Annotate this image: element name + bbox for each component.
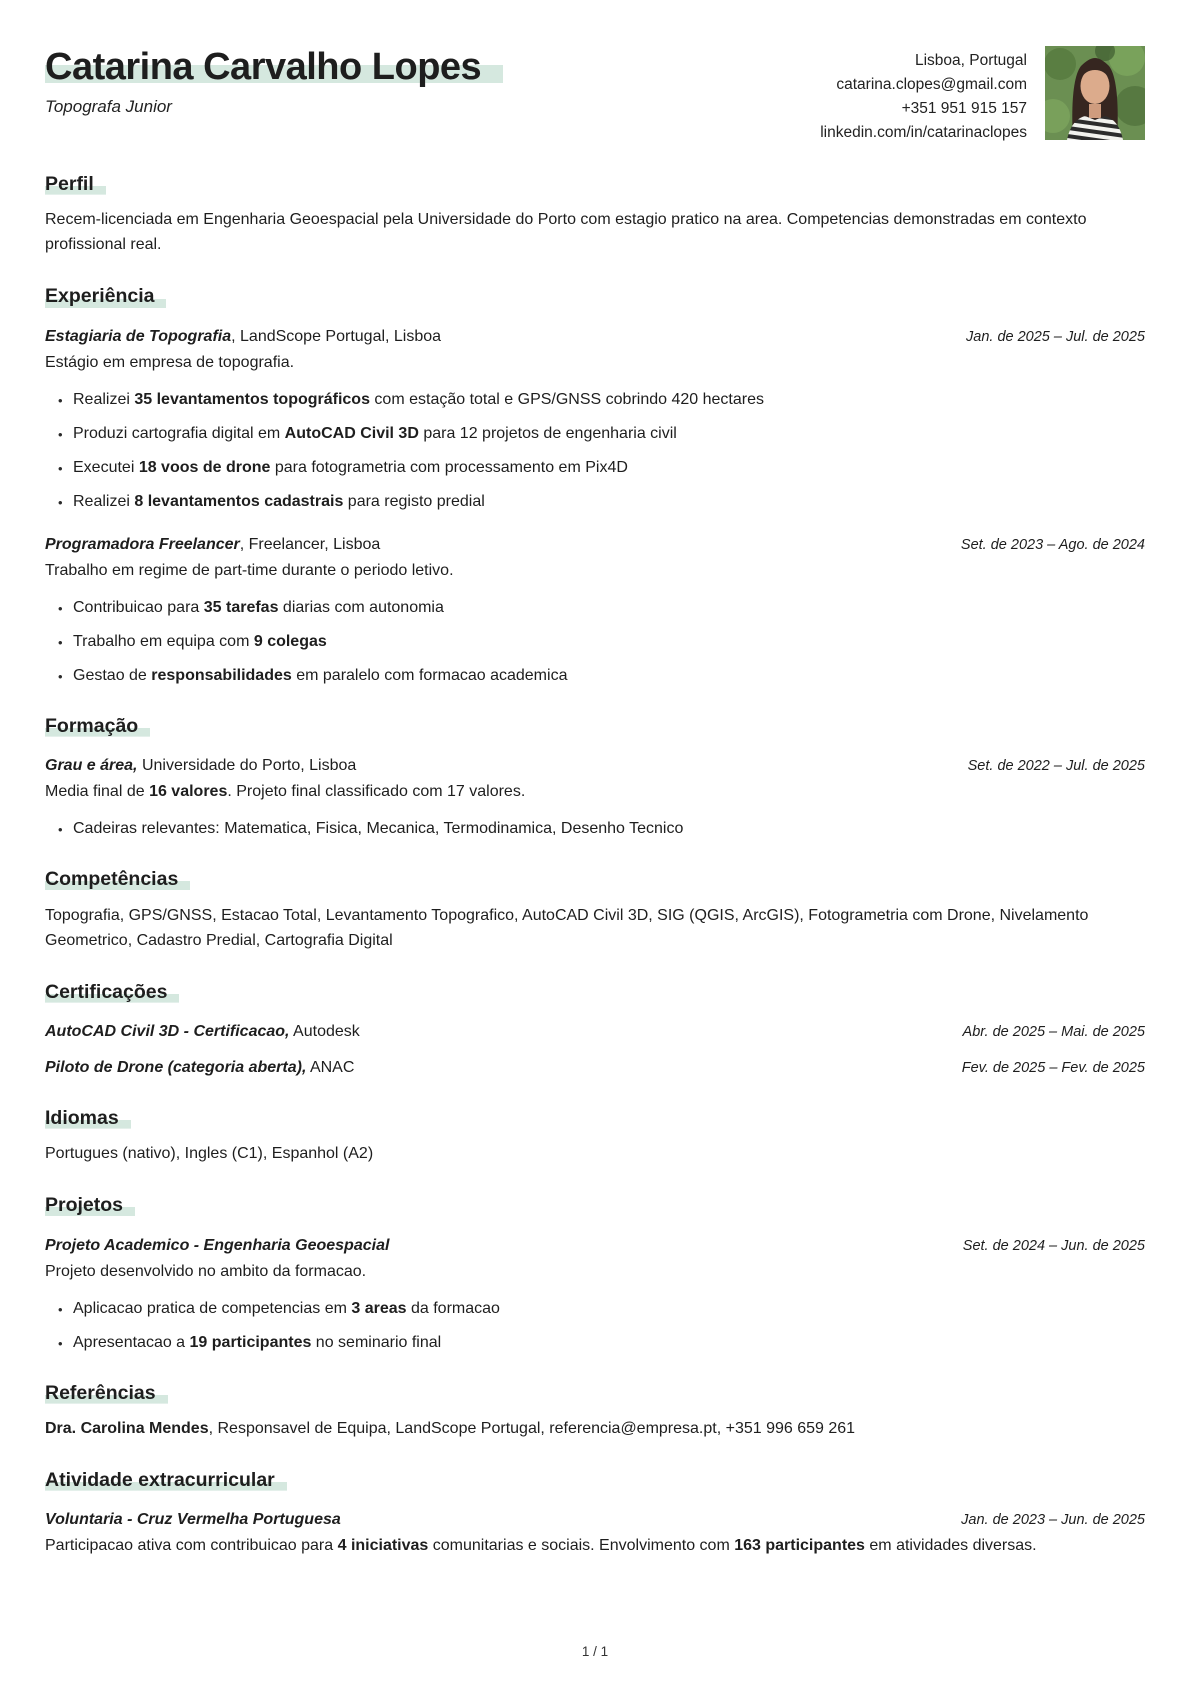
bullet-item: • Realizei 8 levantamentos cadastrais para registo predial [73,490,1145,513]
contact-email: catarina.clopes@gmail.com [836,76,1027,93]
header-contact-block [820,46,1145,145]
entry-title: Grau e área, Universidade do Porto, Lisboa [45,757,357,775]
contact-location: Lisboa, Portugal [914,52,1027,69]
activity-entry [45,1508,1145,1558]
section-atividade [45,1468,1145,1558]
contact-linkedin: linkedin.com/in/catarinaclopes [820,124,1027,141]
bullet-item: • Contribuicao para 35 tarefas diarias com autonomia [73,596,1145,619]
profile-photo [1045,46,1145,140]
page-number: 1 / 1 [581,1644,609,1659]
entry-title: Piloto de Drone (categoria aberta), ANAC [45,1058,355,1076]
education-entry [45,754,1145,840]
section-heading-referencias: Referências [45,1381,1145,1405]
bullet-item: • Executei 18 voos de drone para fotogrametria com processamento em Pix4D [73,456,1145,479]
entry-title: Programadora Freelancer, Freelancer, Lisboa [45,535,381,553]
entry-subtitle: Projeto desenvolvido no ambito da formacao. [45,1262,367,1280]
section-heading-formacao: Formação [45,714,1145,738]
certification-entry [45,1020,1145,1043]
entry-title: AutoCAD Civil 3D - Certificacao, Autodesk [45,1022,360,1040]
entry-date: Jan. de 2023 – Jun. de 2025 [961,1512,1145,1529]
section-referencias [45,1381,1145,1441]
entry-date: Jan. de 2025 – Jul. de 2025 [966,328,1145,345]
section-heading-projetos: Projetos [45,1193,1145,1217]
section-projetos [45,1193,1145,1353]
section-competencias [45,867,1145,952]
entry-title: Voluntaria - Cruz Vermelha Portuguesa [45,1511,341,1529]
entry-subtitle: Estágio em empresa de topografia. [45,353,295,371]
entry-subtitle: Trabalho em regime de part-time durante o periodo letivo. [45,561,454,579]
section-experiencia [45,284,1145,686]
entry-subtitle: Media final de 16 valores. Projeto final classificado com 17 valores. [45,783,526,801]
certification-entry [45,1056,1145,1079]
bullet-item: • Cadeiras relevantes: Matematica, Fisica, Mecanica, Termodinamica, Desenho Tecnico [73,817,1145,840]
contact-info [820,46,1027,145]
section-heading-competencias: Competências [45,867,1145,891]
experience-entry [45,325,1145,513]
section-heading-atividade: Atividade extracurricular [45,1468,1145,1492]
job-title: Topografa Junior [45,96,172,116]
header [45,46,1145,145]
competencias-text: Topografia, GPS/GNSS, Estacao Total, Levantamento Topografico, AutoCAD Civil 3D, SIG (QGIS, ArcGIS), Fotogrametria com Drone, Nivelamento Geometrico, Cadastro Predial, Cartografia Digital [45,906,1089,949]
entry-title: Projeto Academico - Engenharia Geoespacial [45,1236,390,1254]
entry-head [45,533,1145,556]
bullet-item: • Realizei 35 levantamentos topográficos com estação total e GPS/GNSS cobrindo 420 hectares [73,388,1145,411]
bullet-list [45,817,1145,840]
entry-date: Set. de 2024 – Jun. de 2025 [962,1237,1145,1254]
bullet-list [45,596,1145,687]
entry-date: Set. de 2023 – Ago. de 2024 [960,536,1145,553]
perfil-text: Recem-licenciada em Engenharia Geoespacial pela Universidade do Porto com estagio pratico na area. Competencias demonstradas em contexto profissional real. [45,211,1087,254]
section-heading-idiomas: Idiomas [45,1106,1145,1130]
idiomas-text: Portugues (nativo), Ingles (C1), Espanhol (A2) [45,1145,374,1163]
header-identity [45,46,503,117]
candidate-name: Catarina Carvalho Lopes [45,46,503,90]
section-heading-certificacoes: Certificações [45,980,1145,1004]
section-heading-experiencia: Experiência [45,284,1145,308]
entry-date: Set. de 2022 – Jul. de 2025 [967,758,1145,775]
section-heading-perfil: Perfil [45,172,1145,196]
entry-title: Estagiaria de Topografia, LandScope Portugal, Lisboa [45,327,442,345]
contact-phone: +351 951 915 157 [901,100,1027,117]
bullet-item: • Gestao de responsabilidades em paralelo com formacao academica [73,664,1145,687]
bullet-list [45,1297,1145,1354]
bullet-item: • Trabalho em equipa com 9 colegas [73,630,1145,653]
activity-text: Participacao ativa com contribuicao para 4 iniciativas comunitarias e sociais. Envolvimento com 163 participantes em atividades diversas. [45,1537,1037,1555]
entry-head [45,1508,1145,1531]
entry-date: Fev. de 2025 – Fev. de 2025 [961,1059,1145,1076]
bullet-list [45,388,1145,513]
entry-head [45,754,1145,777]
entry-head [45,1234,1145,1257]
section-certificacoes [45,980,1145,1079]
section-idiomas [45,1106,1145,1166]
entry-date: Abr. de 2025 – Mai. de 2025 [962,1023,1145,1040]
bullet-item: • Apresentacao a 19 participantes no seminario final [73,1331,1145,1354]
experience-entry [45,533,1145,687]
section-formacao [45,714,1145,840]
project-entry [45,1234,1145,1354]
bullet-item: • Aplicacao pratica de competencias em 3 areas da formacao [73,1297,1145,1320]
bullet-item: • Produzi cartografia digital em AutoCAD Civil 3D para 12 projetos de engenharia civil [73,422,1145,445]
section-perfil [45,172,1145,257]
entry-head [45,325,1145,348]
referencias-text: Dra. Carolina Mendes, Responsavel de Equipa, LandScope Portugal, referencia@empresa.pt, +351 996 659 261 [45,1420,856,1437]
